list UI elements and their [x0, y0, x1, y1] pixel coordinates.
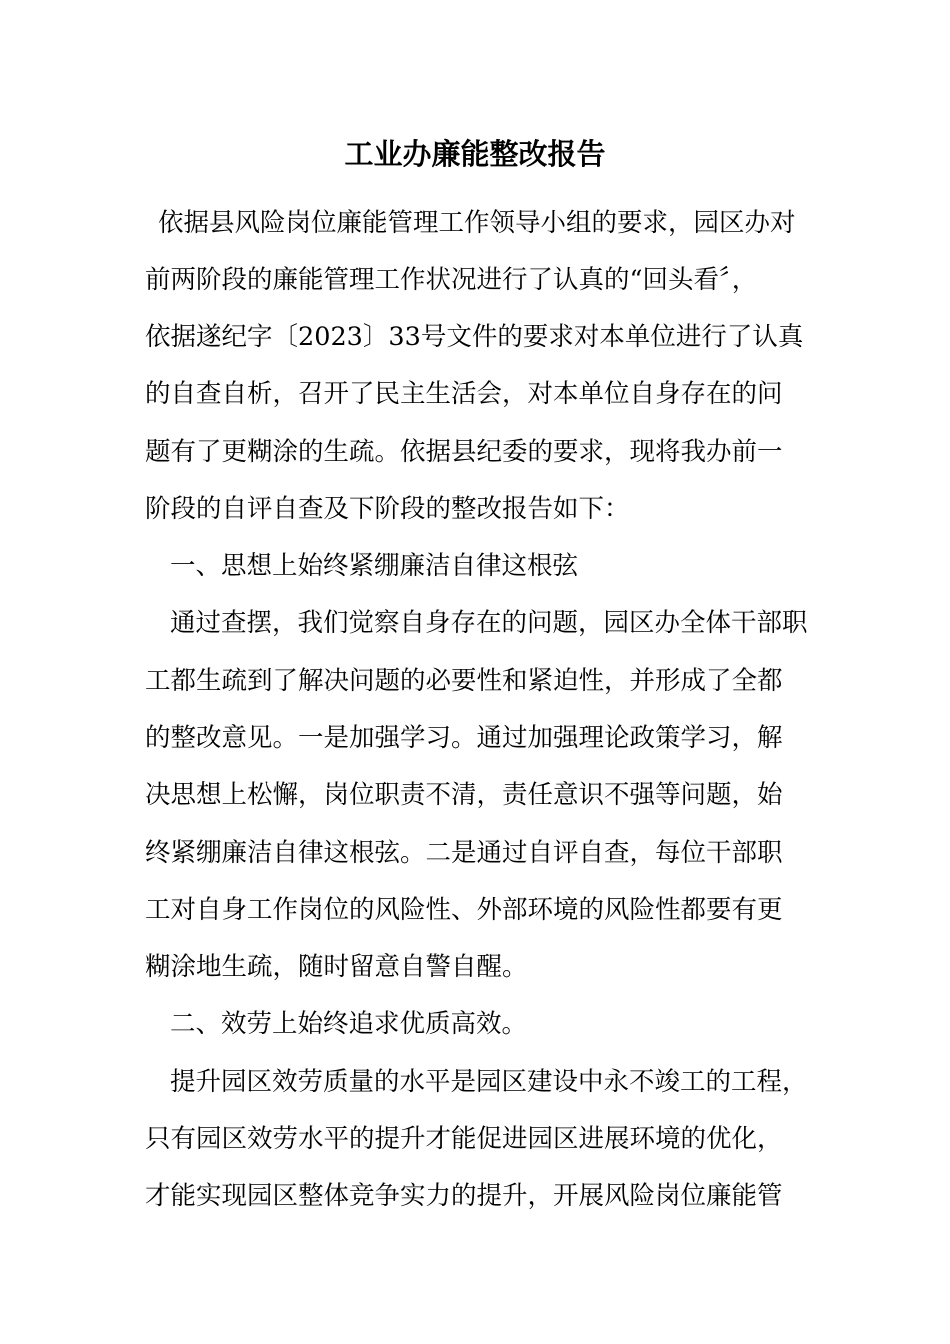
paragraph-line: 工对自身工作岗位的风险性、外部环境的风险性都要有更: [145, 895, 783, 925]
paragraph-line: 前两阶段的廉能管理工作状况进行了认真的“回头看〞，: [145, 265, 758, 295]
paragraph-line: 阶段的自评自查及下阶段的整改报告如下：: [145, 494, 630, 524]
paragraph-line: 题有了更糊涂的生疏。依据县纪委的要求，现将我办前一: [145, 437, 783, 467]
paragraph-line: 依据遂纪字〔2023〕33号文件的要求对本单位进行了认真: [145, 322, 804, 352]
paragraph-line: 才能实现园区整体竞争实力的提升，开展风险岗位廉能管: [145, 1181, 783, 1211]
section-heading: 二、效劳上始终追求优质高效。: [170, 1009, 528, 1039]
paragraph-line: 通过查摆，我们觉察自身存在的问题，园区办全体干部职: [170, 608, 808, 638]
paragraph-line: 工都生疏到了解决问题的必要性和紧迫性，并形成了全都: [145, 666, 783, 696]
paragraph-line: 糊涂地生疏，随时留意自警自醒。: [145, 952, 528, 982]
paragraph-line: 提升园区效劳质量的水平是园区建设中永不竣工的工程，: [170, 1067, 808, 1097]
paragraph-line: 只有园区效劳水平的提升才能促进园区进展环境的优化，: [145, 1124, 783, 1154]
paragraph-line: 依据县风险岗位廉能管理工作领导小组的要求，园区办对: [158, 208, 796, 238]
paragraph-line: 决思想上松懈，岗位职责不清，责任意识不强等问题，始: [145, 780, 783, 810]
document-title: 工业办廉能整改报告: [344, 137, 606, 171]
paragraph-line: 终紧绷廉洁自律这根弦。二是通过自评自查，每位干部职: [145, 838, 783, 868]
paragraph-line: 的自查自析，召开了民主生活会，对本单位自身存在的问: [145, 379, 783, 409]
section-heading: 一、思想上始终紧绷廉洁自律这根弦: [170, 551, 579, 581]
paragraph-line: 的整改意见。一是加强学习。通过加强理论政策学习，解: [145, 723, 783, 753]
